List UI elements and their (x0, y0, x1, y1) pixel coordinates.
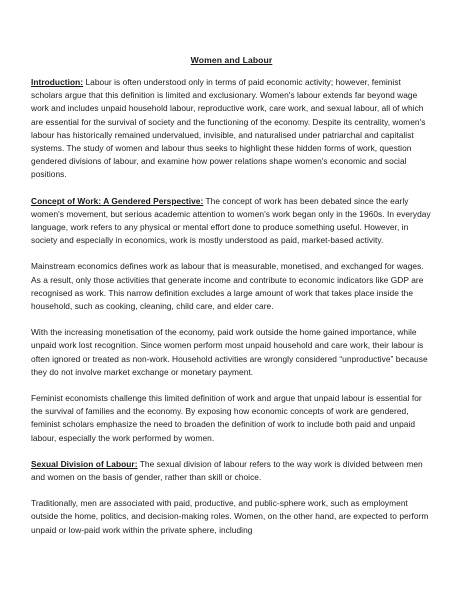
document-title: Women and Labour (190, 55, 273, 65)
paragraph-text: The sexual division of labour refers to the way work is divided between men and women on the basis of gender, rather than skill or choice. (31, 458, 423, 483)
section-heading-concept-of-work: Concept of Work: A Gendered Perspective: (31, 195, 204, 206)
paragraph-text: Traditionally, men are associated with paid, productive, and public-sphere work, such as employment outside the home, politics, and decision-making roles. Women, on the other hand, are expected to perform unpaid or low-paid work within the private sphere, including (31, 498, 429, 535)
paragraph-monetisation (31, 326, 432, 379)
section-heading-sexual-division: Sexual Division of Labour: (31, 458, 138, 469)
paragraph-text: With the increasing monetisation of the economy, paid work outside the home gained importance, while unpaid work lost recognition. Since women perform most unpaid household and care work, their labour is often ignored or treated as non-work. Household activities are wrongly considered “unproductive” because they do not involve market exchange or monetary payment. (31, 327, 428, 377)
paragraph-feminist-economists (31, 392, 432, 445)
paragraph-text: The concept of work has been debated since the early women's movement, but serious academic attention to women's work began only in the 1960s. In everyday language, work refers to any physical or mental effort done to produce something useful. However, in society and especially in economics, work is mostly understood as paid, market-based activity. (31, 195, 431, 246)
paragraph-text: Labour is often understood only in terms of paid economic activity; however, feminist scholars argue that this definition is limited and exclusionary. Women's labour extends far beyond wage work and includes unpaid household labour, reproductive work, care work, and sexual labour, all of which are essential for the survival of society and the functioning of the economy. Despite its centrality, women's labour has historically remained undervalued, invisible, and naturalised under patriarchal and capitalist systems. The study of women and labour thus seeks to highlight these hidden forms of work, question gendered divisions of labour, and examine how power relations shape women's economic and social positions. (31, 77, 426, 180)
paragraph-text: Mainstream economics defines work as labour that is measurable, monetised, and exchanged for wages. As a result, only those activities that generate income and contribute to economic indicators like GDP are recognised as work. This narrow definition excludes a large amount of work that takes place inside the household, such as cooking, cleaning, child care, and elder care. (31, 261, 424, 312)
section-heading-introduction: Introduction: (31, 77, 84, 87)
paragraph-traditionally (31, 497, 432, 537)
paragraph-introduction (31, 76, 432, 182)
paragraph-text: Feminist economists challenge this limited definition of work and argue that unpaid labour is essential for the survival of families and the economy. By exposing how economic concepts of work are gendered, feminist scholars emphasize the need to broaden the definition of work to include both paid and unpaid labour, especially the work performed by women. (31, 393, 422, 443)
paragraph-sexual-division (31, 458, 432, 484)
paragraph-concept-of-work (31, 195, 432, 248)
paragraph-mainstream-economics (31, 260, 432, 313)
